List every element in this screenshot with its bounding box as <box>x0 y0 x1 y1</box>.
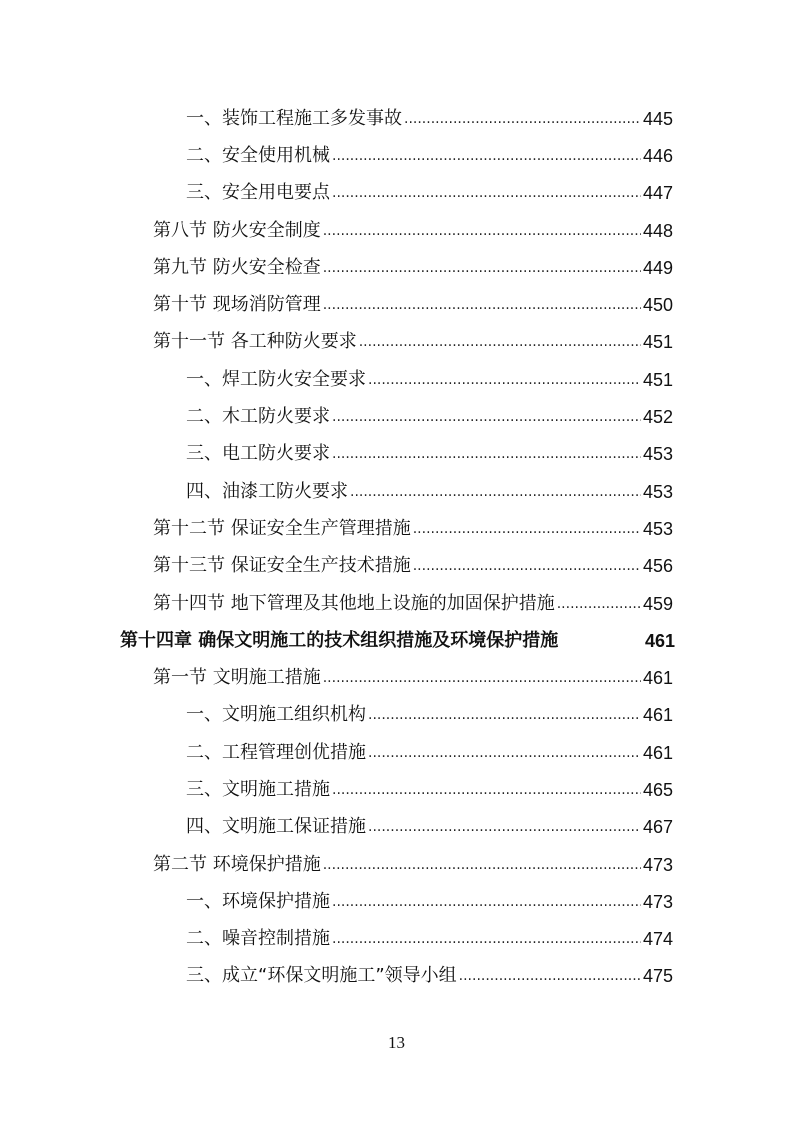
toc-entry-page: 449 <box>642 257 673 278</box>
dot-leader <box>323 298 641 316</box>
toc-entry-page: 445 <box>642 108 673 129</box>
toc-entry-title: 第一节 文明施工措施 <box>153 667 321 689</box>
toc-entry[interactable] <box>0 473 793 510</box>
toc-entry-title: 三、文明施工措施 <box>186 778 330 800</box>
dot-leader <box>368 746 641 764</box>
toc-entry-title: 第九节 防火安全检查 <box>153 256 321 278</box>
toc-entry-page: 461 <box>642 742 673 763</box>
toc-entry-page: 461 <box>642 705 673 726</box>
toc-entry-page: 451 <box>642 332 673 353</box>
toc-entry-page: 465 <box>642 779 673 800</box>
toc-entry-page: 467 <box>642 817 673 838</box>
toc-entry-page: 473 <box>642 854 673 875</box>
toc-entry-page: 453 <box>642 481 673 502</box>
toc-entry-title: 第十节 现场消防管理 <box>153 294 321 316</box>
toc-entry-title: 二、安全使用机械 <box>186 144 330 166</box>
dot-leader <box>332 895 641 913</box>
toc-entry-page: 459 <box>642 593 673 614</box>
toc-entry-title: 第十一节 各工种防火要求 <box>153 331 357 353</box>
toc-entry-title: 三、电工防火要求 <box>186 443 330 465</box>
dot-leader <box>332 783 641 801</box>
dot-leader <box>332 186 641 204</box>
toc-entry-page: 453 <box>642 444 673 465</box>
dot-leader <box>368 708 641 726</box>
toc-entry[interactable] <box>0 100 793 137</box>
dot-leader <box>459 969 641 987</box>
toc-entry[interactable] <box>0 286 793 323</box>
table-of-contents <box>0 100 793 995</box>
toc-entry[interactable] <box>0 771 793 808</box>
dot-leader <box>350 485 641 503</box>
toc-entry-title: 四、油漆工防火要求 <box>186 480 348 502</box>
toc-entry-title: 二、噪音控制措施 <box>186 928 330 950</box>
toc-entry-page: 446 <box>642 145 673 166</box>
dot-leader <box>323 261 641 279</box>
toc-entry[interactable] <box>0 324 793 361</box>
dot-leader <box>557 597 641 615</box>
dot-leader <box>404 112 641 130</box>
dot-leader <box>332 410 641 428</box>
toc-entry[interactable] <box>0 548 793 585</box>
toc-entry-page: 451 <box>642 369 673 390</box>
toc-entry-title: 一、文明施工组织机构 <box>186 704 366 726</box>
toc-entry[interactable] <box>0 249 793 286</box>
dot-leader <box>359 335 641 353</box>
toc-entry-title: 四、文明施工保证措施 <box>186 816 366 838</box>
toc-entry[interactable] <box>0 436 793 473</box>
toc-entry-title: 第十三节 保证安全生产技术措施 <box>153 555 411 577</box>
toc-entry-page: 456 <box>642 556 673 577</box>
toc-entry[interactable] <box>0 175 793 212</box>
toc-entry[interactable] <box>0 510 793 547</box>
toc-chapter-page: 461 <box>644 630 675 651</box>
toc-entry-title: 第八节 防火安全制度 <box>153 219 321 241</box>
dot-leader <box>323 858 641 876</box>
toc-entry-page: 447 <box>642 183 673 204</box>
toc-entry-page: 453 <box>642 518 673 539</box>
toc-entry-title: 一、装饰工程施工多发事故 <box>186 107 402 129</box>
page-number: 13 <box>388 1033 405 1052</box>
toc-chapter-title: 第十四章 确保文明施工的技术组织措施及环境保护措施 <box>120 629 559 651</box>
toc-entry[interactable] <box>0 212 793 249</box>
toc-entry-page: 452 <box>642 407 673 428</box>
toc-entry[interactable] <box>0 846 793 883</box>
toc-entry-title: 一、环境保护措施 <box>186 890 330 912</box>
toc-entry[interactable] <box>0 659 793 696</box>
toc-entry-title: 二、木工防火要求 <box>186 406 330 428</box>
dot-leader <box>332 932 641 950</box>
dot-leader <box>323 671 641 689</box>
dot-leader <box>332 447 641 465</box>
toc-entry[interactable] <box>0 697 793 734</box>
toc-entry-title: 第十二节 保证安全生产管理措施 <box>153 517 411 539</box>
toc-entry-title: 第二节 环境保护措施 <box>153 853 321 875</box>
toc-entry[interactable] <box>0 398 793 435</box>
toc-entry-title: 一、焊工防火安全要求 <box>186 368 366 390</box>
toc-entry[interactable] <box>0 883 793 920</box>
dot-leader <box>368 820 641 838</box>
toc-entry-page: 474 <box>642 929 673 950</box>
toc-entry-page: 461 <box>642 668 673 689</box>
dot-leader <box>368 373 641 391</box>
dot-leader <box>413 559 641 577</box>
toc-entry[interactable] <box>0 585 793 622</box>
toc-entry-title: 三、安全用电要点 <box>186 182 330 204</box>
toc-entry-page: 450 <box>642 295 673 316</box>
toc-entry-page: 473 <box>642 891 673 912</box>
toc-entry-page: 475 <box>642 966 673 987</box>
toc-entry-page: 448 <box>642 220 673 241</box>
toc-entry[interactable] <box>0 734 793 771</box>
toc-entry[interactable] <box>0 958 793 995</box>
toc-entry-title: 二、工程管理创优措施 <box>186 741 366 763</box>
toc-chapter-entry[interactable] <box>0 622 793 659</box>
dot-leader <box>323 224 641 242</box>
toc-entry[interactable] <box>0 921 793 958</box>
toc-entry[interactable] <box>0 137 793 174</box>
dot-leader <box>413 522 641 540</box>
toc-entry[interactable] <box>0 809 793 846</box>
dot-leader <box>332 149 641 167</box>
toc-entry[interactable] <box>0 361 793 398</box>
toc-entry-title: 三、成立“环保文明施工”领导小组 <box>186 965 457 987</box>
toc-entry-title: 第十四节 地下管理及其他地上设施的加固保护措施 <box>153 592 555 614</box>
